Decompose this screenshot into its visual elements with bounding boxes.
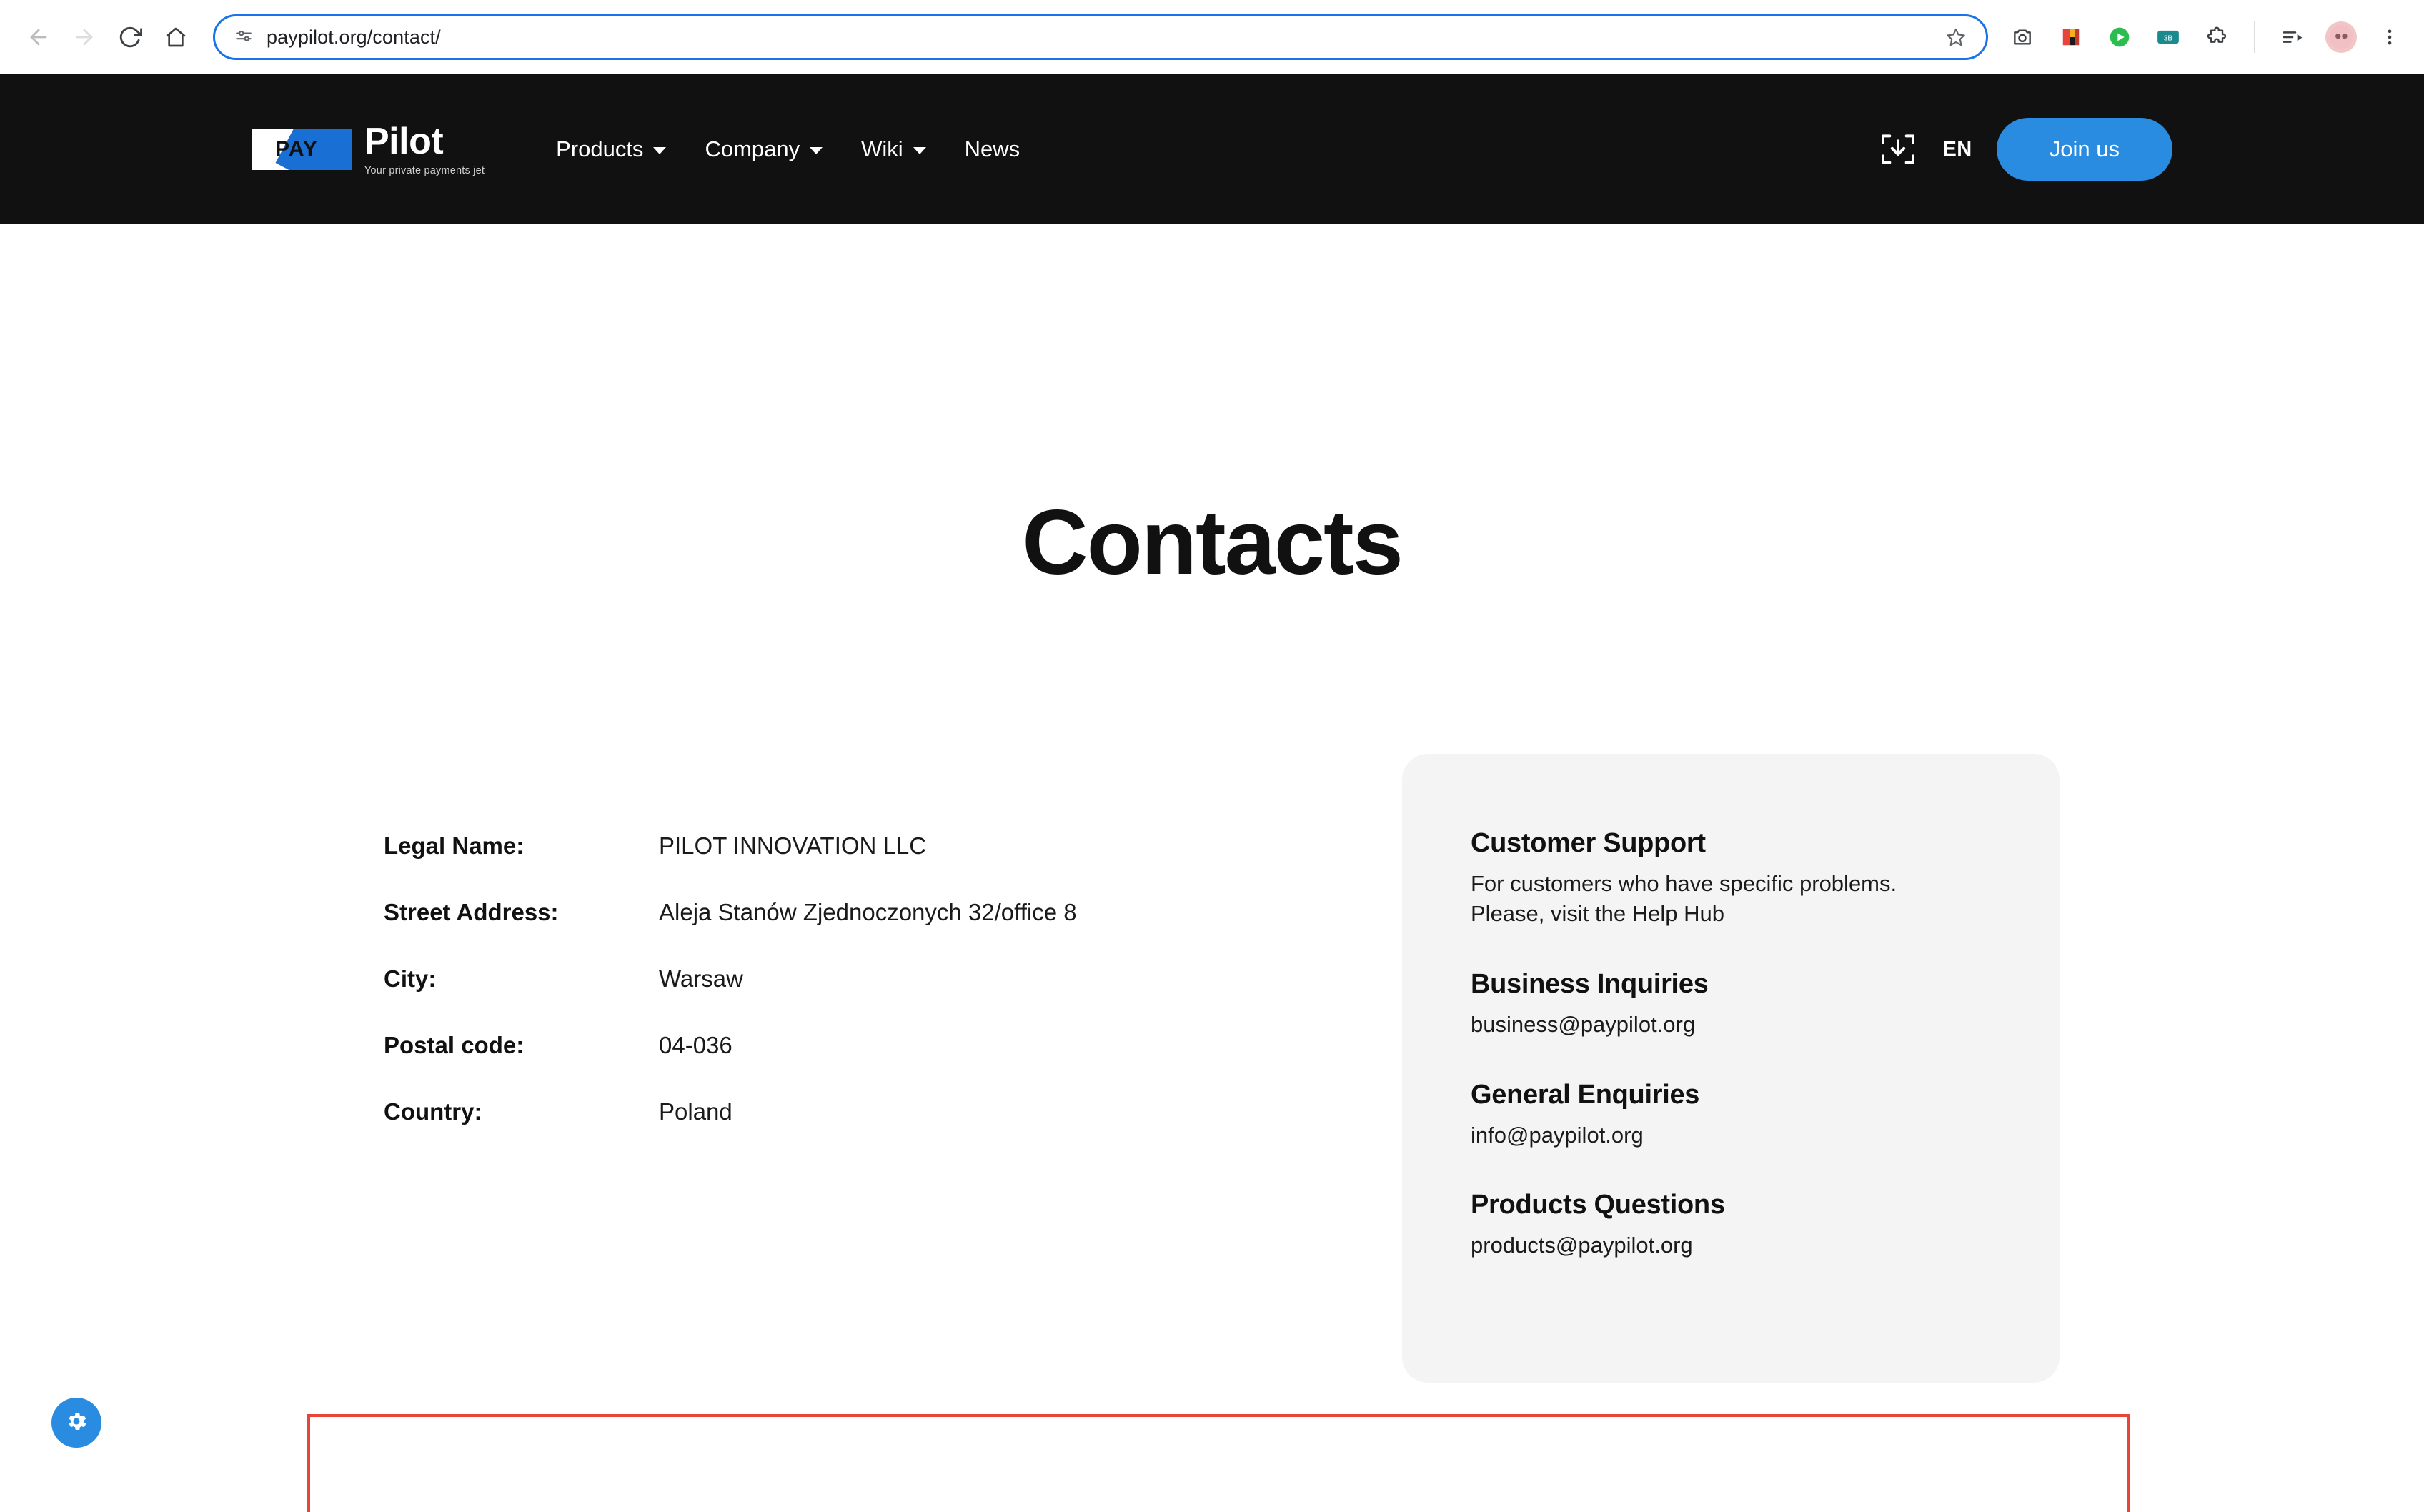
logo-tagline: Your private payments jet [364,164,485,176]
info-label: Country: [384,1098,482,1125]
logo-pay-badge [252,129,352,170]
nav-item-news[interactable] [965,136,1020,162]
header-actions [1878,118,2172,181]
contact-email[interactable]: info@paypilot.org [1471,1122,1644,1148]
info-value: PILOT INNOVATION LLC [659,832,927,859]
svg-text:3B: 3B [2163,34,2173,43]
logo-wordmark: Pilot [364,120,444,162]
media-controls-icon[interactable] [2274,19,2311,56]
contact-heading: General Enquiries [1471,1079,1700,1110]
color-palette-extension-icon[interactable] [2052,19,2090,56]
site-header [0,74,2424,224]
nav-label-news: News [964,136,1020,161]
contact-block-business-inquiries [1471,969,1991,1040]
nav-label-products: Products [556,136,644,161]
contact-text: For customers who have specific problems. Please, visit the Help Hub [1471,871,1897,926]
site-logo[interactable] [252,120,485,176]
home-button[interactable] [153,14,199,60]
logo-wordmark-block [364,120,485,176]
arrow-left-icon [26,25,51,49]
logo-badge-text: PAY [275,137,318,161]
contact-channels-card [1402,754,2060,1383]
contact-heading: Products Questions [1471,1190,1725,1220]
company-info-table [252,754,1295,1165]
info-value: Warsaw [659,965,743,992]
url-text[interactable]: paypilot.org/contact/ [267,26,441,48]
screenshot-extension-icon[interactable] [2004,19,2041,56]
info-label: Street Address: [384,899,559,925]
media-play-extension-icon[interactable] [2101,19,2138,56]
teal-extension-icon[interactable] [2150,19,2187,56]
contacts-content-row [0,754,2424,1383]
page-content [0,224,2424,1512]
settings-fab-button[interactable] [51,1398,101,1448]
info-label: Legal Name: [384,832,525,859]
avatar[interactable] [2323,19,2360,56]
contact-email[interactable]: products@paypilot.org [1471,1233,1693,1258]
nav-item-products[interactable] [556,136,666,162]
info-row-country [384,1098,1295,1125]
contact-block-general-enquiries [1471,1080,1991,1150]
puzzle-extensions-icon[interactable] [2198,19,2235,56]
info-row-street-address [384,899,1295,926]
info-label: City: [384,965,437,992]
language-selector[interactable]: EN [1942,137,1972,161]
gear-icon [64,1409,89,1437]
join-us-button[interactable]: Join us [1997,118,2172,181]
info-value: 04-036 [659,1032,732,1058]
main-navigation [556,136,1878,162]
star-icon[interactable] [1942,23,1970,51]
profile-avatar-image [2325,21,2357,53]
info-value: Poland [659,1098,732,1125]
extensions-strip [1998,19,2408,56]
chevron-down-icon [810,147,823,154]
reload-icon [118,25,142,49]
back-button[interactable] [16,14,61,60]
info-row-legal-name [384,832,1295,860]
highlight-frame [307,1414,2130,1512]
contact-email[interactable]: business@paypilot.org [1471,1011,1696,1037]
chevron-down-icon [913,147,926,154]
contact-heading: Business Inquiries [1471,968,1709,999]
info-label: Postal code: [384,1032,525,1058]
toolbar-divider [2254,21,2255,53]
info-row-postal-code [384,1032,1295,1059]
arrow-right-icon [72,25,96,49]
nav-item-company[interactable] [705,136,823,162]
page-title: Contacts [1022,492,1402,594]
home-icon [164,26,187,49]
info-value: Aleja Stanów Zjednoczonych 32/office 8 [659,899,1077,925]
scan-frame-icon[interactable] [1878,129,1918,169]
contact-block-products-questions [1471,1190,1991,1260]
forward-button[interactable] [61,14,107,60]
chevron-down-icon [653,147,666,154]
site-settings-icon[interactable] [231,24,257,50]
address-bar[interactable] [213,14,1988,60]
nav-label-company: Company [705,136,800,161]
info-row-city [384,965,1295,993]
nav-item-wiki[interactable] [861,136,926,162]
contact-heading: Customer Support [1471,828,1706,858]
kebab-menu-icon[interactable] [2371,19,2408,56]
browser-toolbar [0,0,2424,74]
nav-label-wiki: Wiki [861,136,903,161]
reload-button[interactable] [107,14,153,60]
contact-block-customer-support [1471,828,1991,929]
